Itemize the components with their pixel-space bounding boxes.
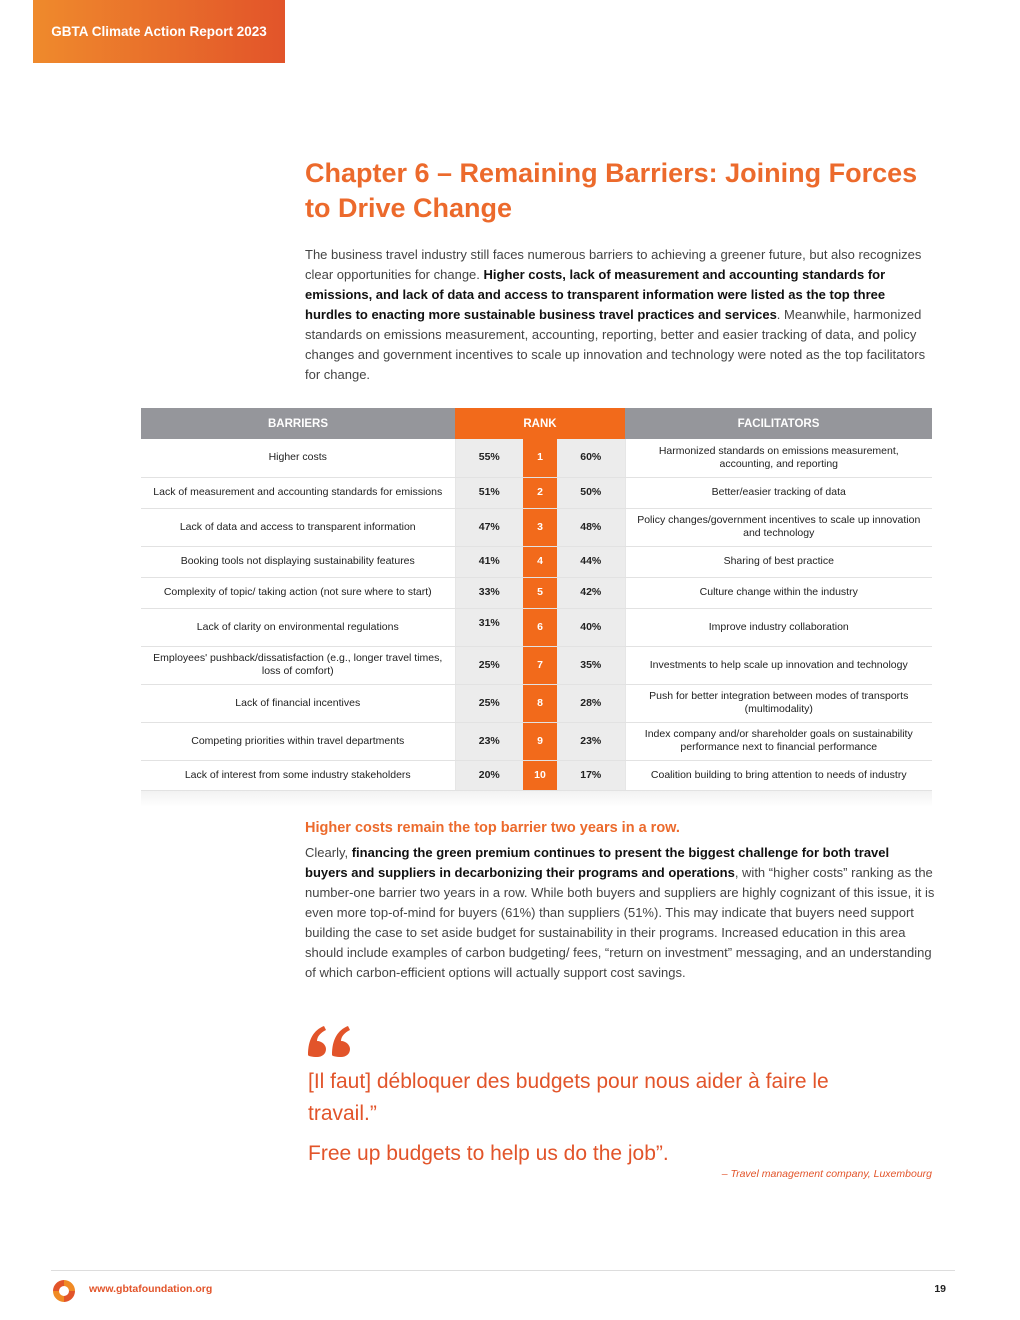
rank-number: 8 [523,684,557,722]
barrier-label: Competing priorities within travel departments [141,722,455,760]
intro-bold-text: Higher costs, lack of measurement and accounting standards for emissions, and lack of data and access to transparent information were listed as the top three hurdles to enacting more sustainable business travel practices and services [305,267,886,322]
report-title: GBTA Climate Action Report 2023 [51,24,267,39]
barrier-label: Higher costs [141,439,455,477]
barriers-header: BARRIERS [141,408,455,439]
facilitator-label: Culture change within the industry [625,577,932,608]
table-row [141,477,932,508]
rank-number: 2 [523,477,557,508]
intro-text-2: . Meanwhile, harmonized standards on emissions measurement, accounting, reporting, better and easier tracking of data, and policy changes and government incentives to scale up innovation and technology were noted as the top facilitators for change. [305,307,926,382]
barriers-facilitators-table [141,408,932,791]
barrier-label: Lack of financial incentives [141,684,455,722]
quote-english: Free up budgets to help us do the job”. [308,1142,669,1165]
rank-number: 1 [523,439,557,477]
facilitator-label: Harmonized standards on emissions measurement, accounting, and reporting [625,439,932,477]
barrier-percent: 25% [455,646,523,684]
table-row [141,439,932,477]
table-row [141,546,932,577]
facilitator-label: Sharing of best practice [625,546,932,577]
rank-number: 9 [523,722,557,760]
facilitator-label: Improve industry collaboration [625,608,932,646]
facilitators-header: FACILITATORS [625,408,932,439]
barrier-label: Booking tools not displaying sustainability features [141,546,455,577]
facilitator-label: Push for better integration between modes of transports (multimodality) [625,684,932,722]
page-number: 19 [934,1283,946,1295]
table-header-row [141,408,932,439]
barrier-label: Employees' pushback/dissatisfaction (e.g., longer travel times, loss of comfort) [141,646,455,684]
barrier-percent: 23% [455,722,523,760]
facilitator-percent: 23% [557,722,625,760]
barrier-label: Lack of data and access to transparent information [141,508,455,546]
barrier-percent: 25% [455,684,523,722]
rank-number: 6 [523,608,557,646]
gbta-logo-icon [51,1278,77,1304]
facilitator-percent: 60% [557,439,625,477]
barrier-percent: 20% [455,760,523,790]
facilitator-percent: 48% [557,508,625,546]
table-row [141,608,932,646]
barrier-percent: 41% [455,546,523,577]
section-text-1: Clearly, [305,845,352,860]
table-row [141,760,932,790]
facilitator-percent: 50% [557,477,625,508]
facilitator-label: Better/easier tracking of data [625,477,932,508]
barrier-label: Lack of interest from some industry stakeholders [141,760,455,790]
barrier-percent: 33% [455,577,523,608]
barrier-label: Lack of measurement and accounting standards for emissions [141,477,455,508]
table-shadow [141,791,932,807]
rank-number: 5 [523,577,557,608]
barrier-percent: 47% [455,508,523,546]
facilitator-label: Investments to help scale up innovation and technology [625,646,932,684]
rank-number: 4 [523,546,557,577]
barrier-label: Complexity of topic/ taking action (not sure where to start) [141,577,455,608]
barriers-facilitators-table-wrap [141,408,932,807]
barrier-percent: 31% [455,608,523,646]
rank-number: 10 [523,760,557,790]
facilitator-label: Coalition building to bring attention to needs of industry [625,760,932,790]
section-text-2: , with “higher costs” ranking as the number-one barrier two years in a row. While both buyers and suppliers are highly cognizant of this issue, it is even more top-of-mind for buyers (61%) than suppliers (51%). This may indicate that buyers need support building the case to set aside budget for sustainability in their programs. Increased education in this area should include examples of carbon budgeting/ fees, “return on investment” messaging, and an understanding of which carbon-efficient options will actually support cost savings. [305,865,935,980]
section-subhead: Higher costs remain the top barrier two years in a row. [305,820,680,836]
intro-text-1: The business travel industry still faces numerous barriers to achieving a greener future, but also recognizes clear opportunities for change. [305,247,922,282]
table-row [141,684,932,722]
facilitator-label: Policy changes/government incentives to scale up innovation and technology [625,508,932,546]
rank-header: RANK [455,408,625,439]
facilitator-percent: 28% [557,684,625,722]
rank-number: 7 [523,646,557,684]
rank-number: 3 [523,508,557,546]
facilitator-percent: 17% [557,760,625,790]
table-body [141,439,932,790]
barrier-percent: 51% [455,477,523,508]
quote-attribution: – Travel management company, Luxembourg [721,1168,932,1180]
report-header-tab [33,0,285,63]
footer-url-link[interactable]: www.gbtafoundation.org [89,1283,213,1295]
table-row [141,722,932,760]
facilitator-percent: 42% [557,577,625,608]
facilitator-percent: 40% [557,608,625,646]
footer-divider [51,1270,955,1271]
facilitator-percent: 44% [557,546,625,577]
barrier-label: Lack of clarity on environmental regulations [141,608,455,646]
barrier-percent: 55% [455,439,523,477]
intro-paragraph [305,245,935,385]
table-row [141,646,932,684]
chapter-title: Chapter 6 – Remaining Barriers: Joining Forces to Drive Change [305,158,918,223]
section-paragraph [305,843,935,983]
quote-french: [Il faut] débloquer des budgets pour nous aider à faire le travail.” [308,1070,829,1125]
facilitator-label: Index company and/or shareholder goals on sustainability performance next to financial performance [625,722,932,760]
table-row [141,577,932,608]
facilitator-percent: 35% [557,646,625,684]
quote-mark-icon [305,1015,355,1065]
section-bold-text: financing the green premium continues to present the biggest challenge for both travel buyers and suppliers in decarbonizing their programs and operations [305,845,890,880]
table-row [141,508,932,546]
